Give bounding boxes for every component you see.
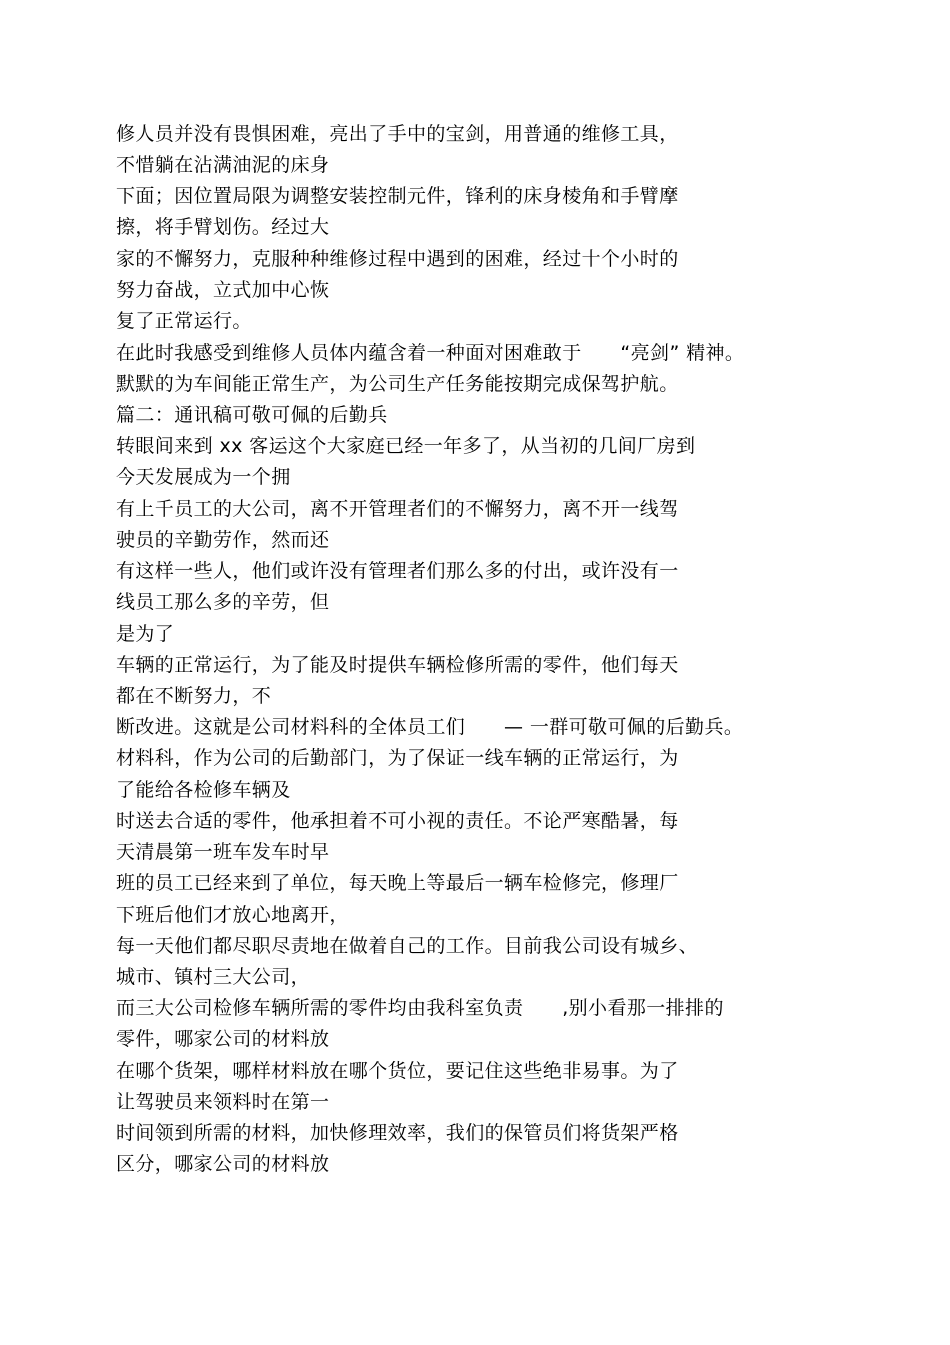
text-line: 默默的为车间能正常生产，为公司生产任务能按期完成保驾护航。 <box>116 373 679 395</box>
text-line: 线员工那么多的辛劳，但 <box>116 591 330 613</box>
text-line: 擦，将手臂划伤。经过大 <box>116 216 330 238</box>
text-line: 努力奋战，立式加中心恢 <box>116 279 330 301</box>
text-line: 今天发展成为一个拥 <box>116 466 291 488</box>
text-line: 天清晨第一班车发车时早 <box>116 841 330 863</box>
text-line: 有这样一些人，他们或许没有管理者们那么多的付出，或许没有一 <box>116 560 679 582</box>
text-line: 驶员的辛勤劳作，然而还 <box>116 529 330 551</box>
text-line: 而三大公司检修车辆所需的零件均由我科室负责 ,别小看那一排排的 <box>116 997 724 1019</box>
text-line: 时间领到所需的材料，加快修理效率，我们的保管员们将货架严格 <box>116 1122 679 1144</box>
text-line: 时送去合适的零件，他承担着不可小视的责任。不论严寒酷暑，每 <box>116 810 679 832</box>
text-line: 不惜躺在沾满油泥的床身 <box>116 154 330 176</box>
text-line: 材料科，作为公司的后勤部门，为了保证一线车辆的正常运行，为 <box>116 747 679 769</box>
text-line: 城市、镇村三大公司， <box>116 966 311 988</box>
text-line: 在哪个货架，哪样材料放在哪个货位，要记住这些绝非易事。为了 <box>116 1060 679 1082</box>
text-line: 是为了 <box>116 623 175 645</box>
text-line: 复了正常运行。 <box>116 310 252 332</box>
section-heading: 篇二：通讯稿可敬可佩的后勤兵 <box>116 404 388 426</box>
text-line: 零件，哪家公司的材料放 <box>116 1028 330 1050</box>
text-line: 了能给各检修车辆及 <box>116 779 291 801</box>
text-line: 下班后他们才放心地离开， <box>116 904 349 926</box>
text-line: 有上千员工的大公司，离不开管理者们的不懈努力，离不开一线驾 <box>116 498 679 520</box>
text-line: 都在不断努力，不 <box>116 685 272 707</box>
text-line: 车辆的正常运行，为了能及时提供车辆检修所需的零件，他们每天 <box>116 654 679 676</box>
text-line: 下面；因位置局限为调整安装控制元件，锋利的床身棱角和手臂摩 <box>116 185 679 207</box>
text-line: 在此时我感受到维修人员体内蕴含着一种面对困难敢于 “亮剑” 精神。 <box>116 342 745 364</box>
text-line: 修人员并没有畏惧困难，亮出了手中的宝剑，用普通的维修工具， <box>116 123 679 145</box>
text-line: 断改进。这就是公司材料科的全体员工们 — 一群可敬可佩的后勤兵。 <box>116 716 744 738</box>
text-line: 区分，哪家公司的材料放 <box>116 1153 330 1175</box>
text-line: 每一天他们都尽职尽责地在做着自己的工作。目前我公司设有城乡、 <box>116 935 699 957</box>
text-line: 让驾驶员来领料时在第一 <box>116 1091 330 1113</box>
text-line: 转眼间来到 xx 客运这个大家庭已经一年多了，从当初的几间厂房到 <box>116 435 696 457</box>
text-line: 班的员工已经来到了单位，每天晚上等最后一辆车检修完，修理厂 <box>116 872 679 894</box>
text-line: 家的不懈努力，克服种种维修过程中遇到的困难，经过十个小时的 <box>116 248 679 270</box>
